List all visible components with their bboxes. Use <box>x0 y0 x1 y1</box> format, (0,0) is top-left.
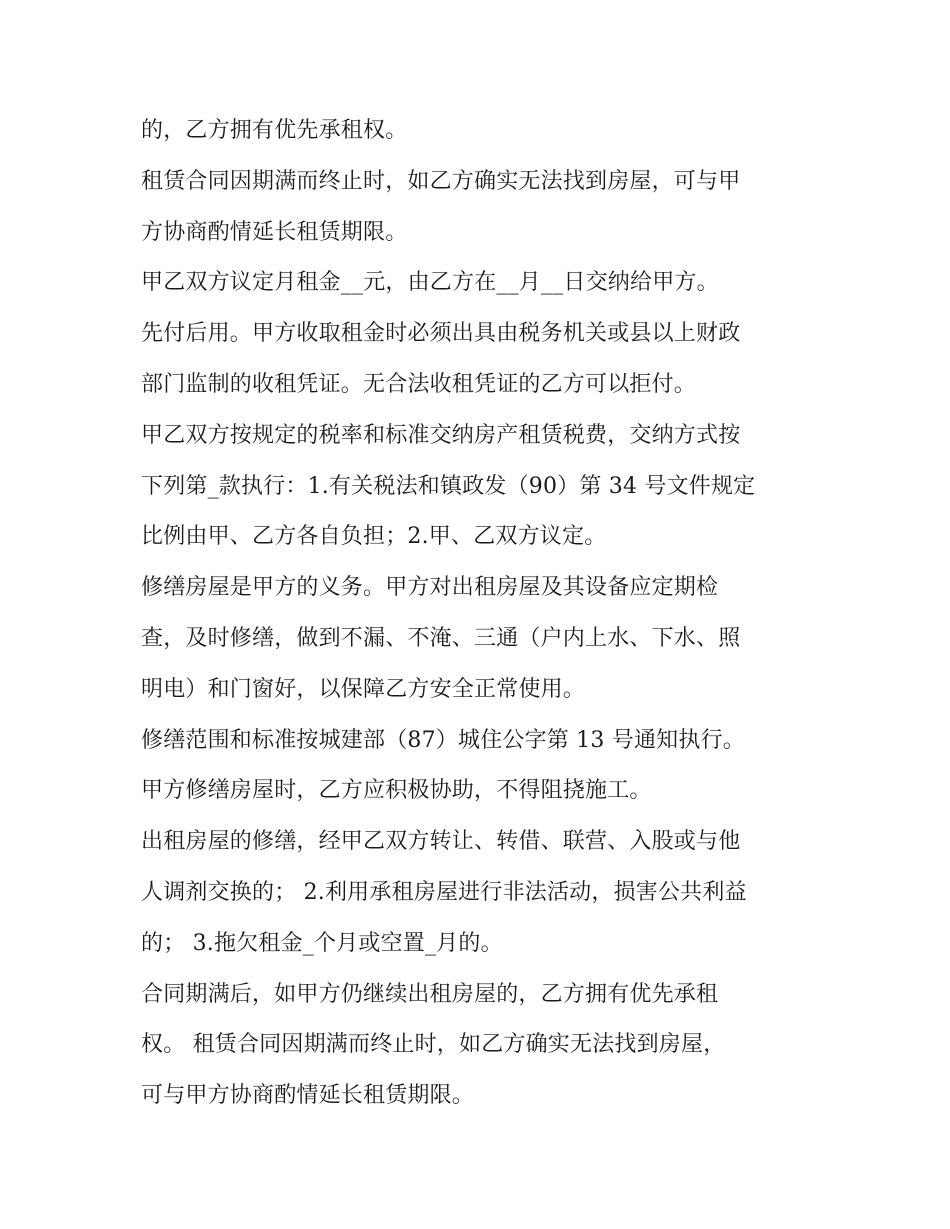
text-line: 方协商酌情延长租赁期限。 <box>141 219 408 245</box>
text-line: 下列第_款执行：1.有关税法和镇政发（90）第 34 号文件规定 <box>141 473 756 499</box>
text-line: 修缮范围和标准按城建部（87）城住公字第 13 号通知执行。 <box>141 727 745 753</box>
text-line: 出租房屋的修缮，经甲乙双方转让、转借、联营、入股或与他 <box>141 829 741 855</box>
text-line: 明电）和门窗好，以保障乙方安全正常使用。 <box>141 676 586 702</box>
text-line: 甲乙双方按规定的税率和标准交纳房产租赁税费，交纳方式按 <box>141 422 741 448</box>
text-line: 权。 租赁合同因期满而终止时，如乙方确实无法找到房屋， <box>141 1032 726 1058</box>
text-line: 的； 3.拖欠租金_个月或空置_月的。 <box>141 930 503 956</box>
text-line: 比例由甲、乙方各自负担；2.甲、乙双方议定。 <box>141 524 607 550</box>
text-line: 人调剂交换的； 2.利用承租房屋进行非法活动，损害公共利益 <box>141 879 747 905</box>
text-line: 的，乙方拥有优先承租权。 <box>141 118 408 143</box>
text-line: 甲乙双方议定月租金__元，由乙方在__月__日交纳给甲方。 <box>141 270 719 296</box>
text-line: 修缮房屋是甲方的义务。甲方对出租房屋及其设备应定期检 <box>141 575 719 601</box>
text-line: 部门监制的收租凭证。无合法收租凭证的乙方可以拒付。 <box>141 371 697 397</box>
text-line: 查，及时修缮，做到不漏、不淹、三通（户内上水、下水、照 <box>141 625 741 651</box>
text-line: 合同期满后，如甲方仍继续出租房屋的，乙方拥有优先承租 <box>141 981 719 1007</box>
text-line: 租赁合同因期满而终止时，如乙方确实无法找到房屋，可与甲 <box>141 168 741 194</box>
text-line: 先付后用。甲方收取租金时必须出具由税务机关或县以上财政 <box>141 321 741 347</box>
text-line: 甲方修缮房屋时，乙方应积极协助，不得阻挠施工。 <box>141 778 652 804</box>
document-body <box>141 106 821 1122</box>
text-line: 可与甲方协商酌情延长租赁期限。 <box>141 1083 475 1109</box>
